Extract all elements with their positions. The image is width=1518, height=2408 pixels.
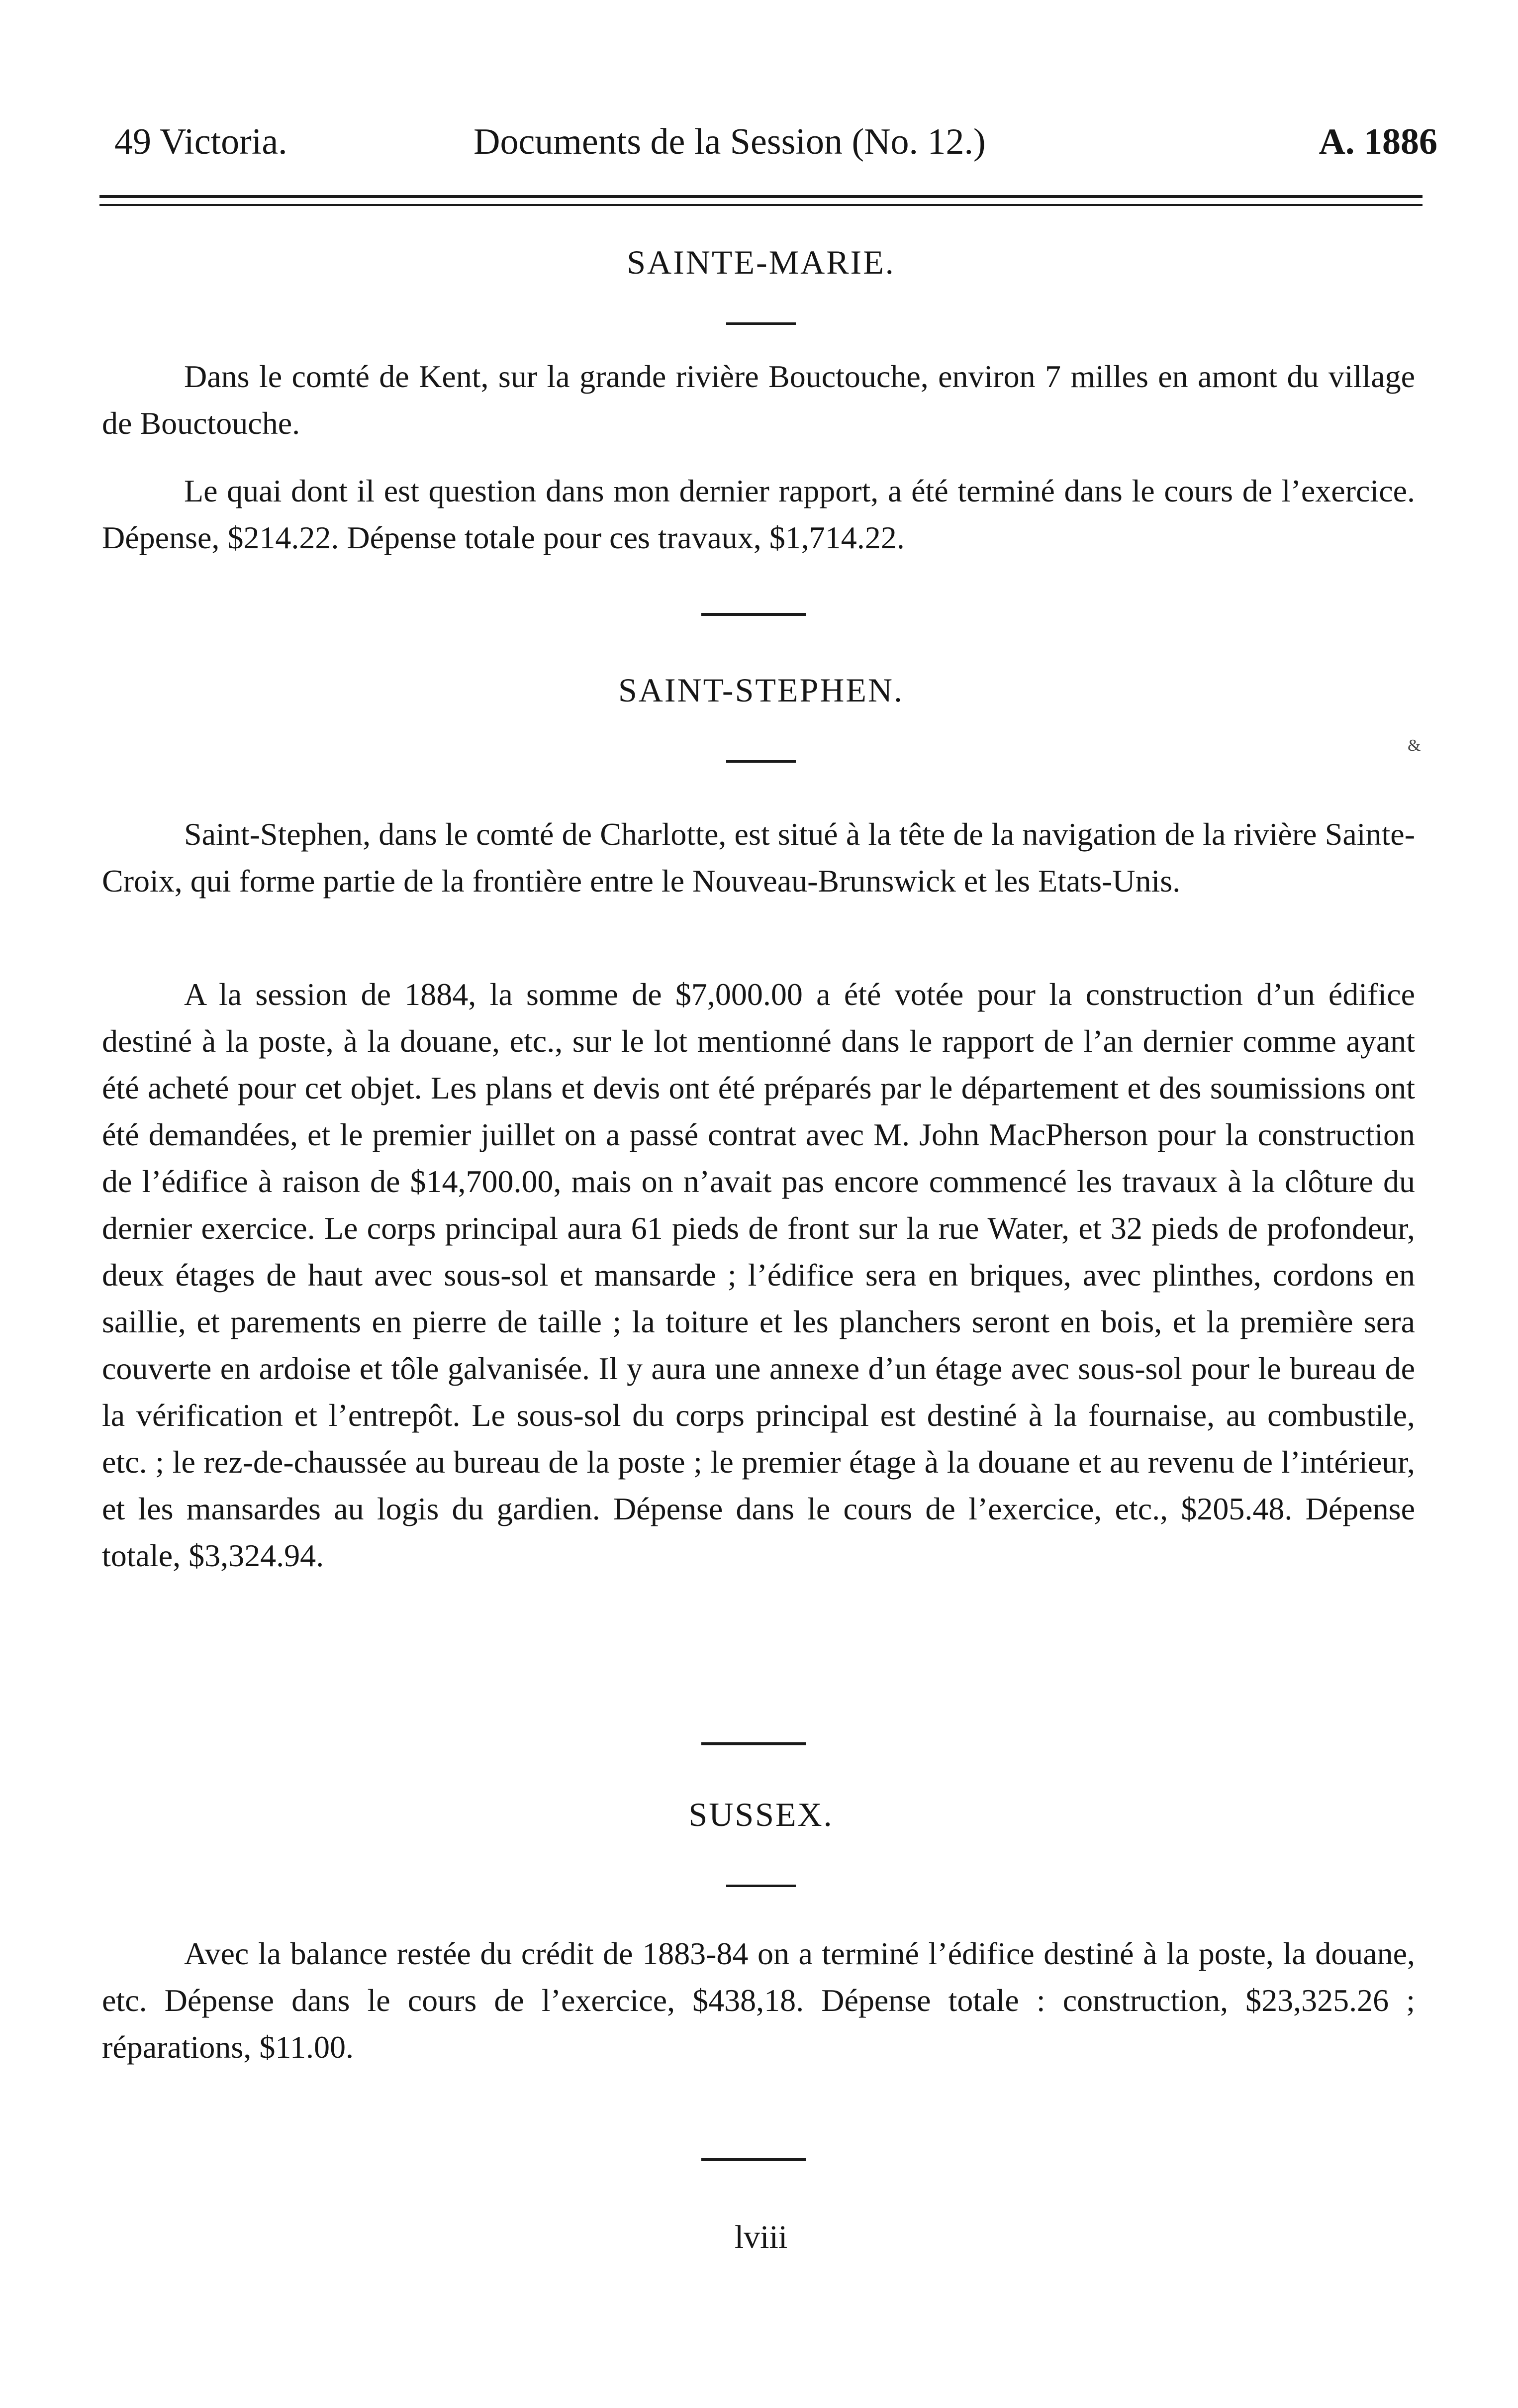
marginal-mark: & [1408,736,1421,755]
section-title-sainte-marie: SAINTE-MARIE. [627,243,895,281]
header-volume: 49 Victoria. [114,121,287,162]
header-title: Documents de la Session (No. 12.) [474,121,986,162]
header-year: A. 1886 [1319,121,1437,162]
paragraph: Saint-Stephen, dans le comté de Charlotte, est situé à la tête de la navigation de la rivière Sainte-Croix, qui forme partie de la frontière entre le Nouveau-Brunswick et les Etats-Unis. [102,816,1415,899]
section-title-sussex: SUSSEX. [688,1796,834,1833]
paragraph: A la session de 1884, la somme de $7,000.00 a été votée pour la construction d’un édifice destiné à la poste, à la douane, etc., sur le lot mentionné dans le rapport de l’an dernier comme ayant été acheté pour cet objet. Les plans et devis ont été préparés par le département et des soumissions ont été demandées, et le premier juillet on a passé contrat avec M. John MacPherson pour la construction de l’édifice à raison de $14,700.00, mais on n’avait pas encore commencé les travaux à la clôture du dernier exercice. Le corps principal aura 61 pieds de front sur la rue Water, et 32 pieds de profondeur, deux étages de haut avec sous-sol et mansarde ; l’édifice sera en briques, avec plinthes, cordons en saillie, et parements en pierre de taille ; la toiture et les planchers seront en bois, et la première sera couverte en ardoise et tôle galvanisée. Il y aura une annexe d’un étage avec sous-sol pour le bureau de la vérification et l’entrepôt. Le sous-sol du corps principal est destiné à la fournaise, au combustile, etc. ; le rez-de-chaussée au bureau de la poste ; le premier étage à la douane et au revenu de l’intérieur, et les mansardes au logis du gardien. Dépense dans le cours de l’exercice, etc., $205.48. Dépense totale, $3,324.94. [102,977,1415,1573]
section-title-saint-stephen: SAINT-STEPHEN. [618,671,904,709]
paragraph: Dans le comté de Kent, sur la grande rivière Bouctouche, environ 7 milles en amont du village de Bouctouche. [102,359,1415,441]
section-divider [701,1742,806,1745]
paragraph: Le quai dont il est question dans mon dernier rapport, a été terminé dans le cours de l’exercice. Dépense, $214.22. Dépense totale pour ces travaux, $1,714.22. [102,473,1415,555]
section-rule [726,760,796,763]
running-head [114,119,1437,164]
header-double-rule [99,195,1423,206]
section-divider [701,2158,806,2161]
paragraph: Avec la balance restée du crédit de 1883-84 on a terminé l’édifice destiné à la poste, la douane, etc. Dépense dans le cours de l’exercice, $438,18. Dépense totale : construction, $23,325.26 ; réparations, $11.00. [102,1936,1415,2065]
page-number: lviii [734,2219,788,2255]
section-divider [701,613,806,616]
section-rule [726,322,796,325]
section-rule [726,1885,796,1887]
